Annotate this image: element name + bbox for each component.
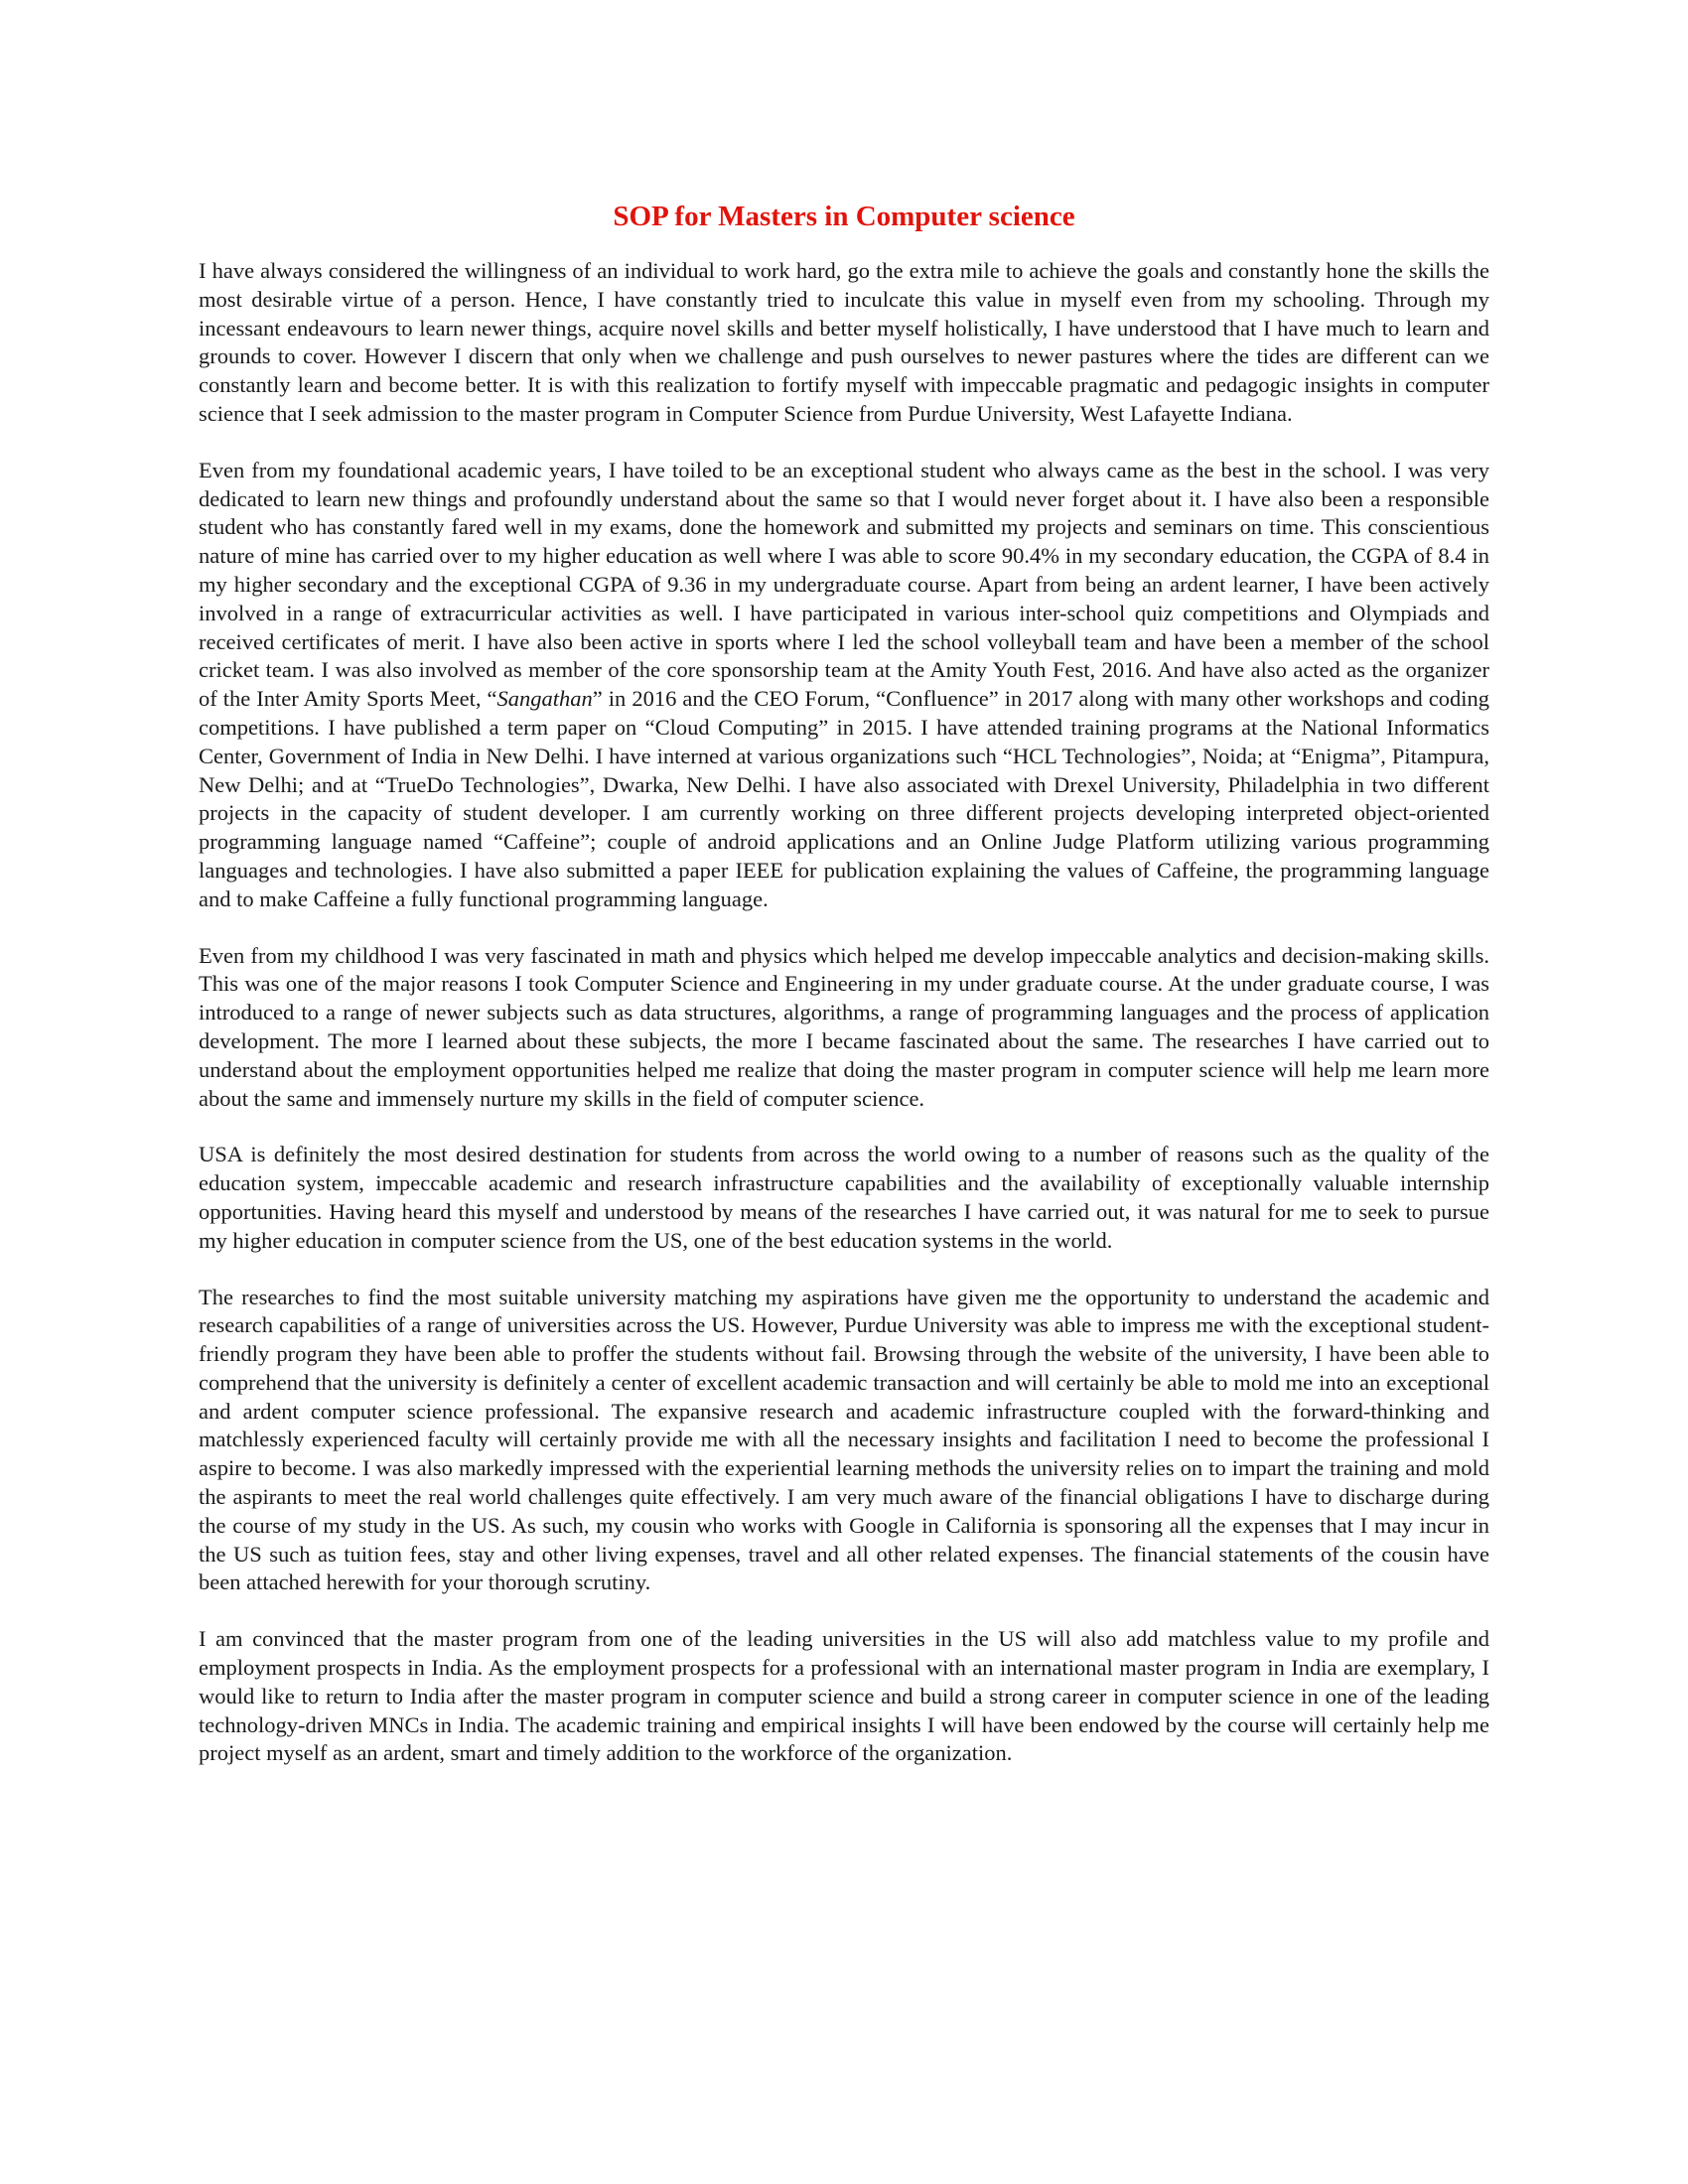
paragraph-academics xyxy=(199,457,1489,914)
paragraph-usa: USA is definitely the most desired destination for students from across the world owing to a number of reasons such as the quality of the education system, impeccable academic and research infrastructure capabilities and the availability of exceptionally valuable internship opportunities. Having heard this myself and understood by means of the researches I have carried out, it was natural for me to seek to pursue my higher education in computer science from the US, one of the best education systems in the world. xyxy=(199,1142,1489,1253)
paragraph-academics-part-a: Even from my foundational academic years, I have toiled to be an exceptional student who always came as the best in the school. I was very dedicated to learn new things and profoundly understand about the same so that I would never forget about it. I have also been a responsible student who has constantly fared well in my exams, done the homework and submitted my projects and seminars on time. This conscientious nature of mine has carried over to my higher education as well where I was able to score 90.4% in my secondary education, the CGPA of 8.4 in my higher secondary and the exceptional CGPA of 9.36 in my undergraduate course. Apart from being an ardent learner, I have been actively involved in a range of extracurricular activities as well. I have participated in various inter-school quiz competitions and Olympiads and received certificates of merit. I have also been active in sports where I led the school volleyball team and have been a member of the school cricket team. I was also involved as member of the core sponsorship team at the Amity Youth Fest, 2016. And have also acted as the organizer of the Inter Amity Sports Meet, “ xyxy=(199,457,1489,712)
document-title: SOP for Masters in Computer science xyxy=(613,201,1075,232)
paragraph-university: The researches to find the most suitable university matching my aspirations have given me the opportunity to understand the academic and research capabilities of a range of universities across the US. However, Purdue University was able to impress me with the exceptional student-friendly program they have been able to proffer the students without fail. Browsing through the website of the university, I have been able to comprehend that the university is definitely a center of excellent academic transaction and will certainly be able to mold me into an exceptional and ardent computer science professional. The expansive research and academic infrastructure coupled with the forward-thinking and matchlessly experienced faculty will certainly provide me with all the necessary insights and facilitation I need to become the professional I aspire to become. I was also markedly impressed with the experiential learning methods the university relies on to impart the training and mold the aspirants to meet the real world challenges quite effectively. I am very much aware of the financial obligations I have to discharge during the course of my study in the US. As such, my cousin who works with Google in California is sponsoring all the expenses that I may incur in the US such as tuition fees, stay and other living expenses, travel and all other related expenses. The financial statements of the cousin have been attached herewith for your thorough scrutiny. xyxy=(199,1284,1489,1595)
paragraph-intro: I have always considered the willingness of an individual to work hard, go the extra mile to achieve the goals and constantly hone the skills the most desirable virtue of a person. Hence, I have constantly tried to inculcate this value in myself even from my schooling. Through my incessant endeavours to learn newer things, acquire novel skills and better myself holistically, I have understood that I have much to learn and grounds to cover. However I discern that only when we challenge and push ourselves to newer pastures where the tides are different can we constantly learn and become better. It is with this realization to fortify myself with impeccable pragmatic and pedagogic insights in computer science that I seek admission to the master program in Computer Science from Purdue University, West Lafayette Indiana. xyxy=(199,258,1489,426)
sangathan-italic: Sangathan xyxy=(496,686,593,712)
paragraph-academics-part-b: ” in 2016 and the CEO Forum, “Confluence” in 2017 along with many other workshops and coding competitions. I have published a term paper on “Cloud Computing” in 2015. I have attended training programs at the National Informatics Center, Government of India in New Delhi. I have interned at various organizations such “HCL Technologies”, Noida; at “Enigma”, Pitampura, New Delhi; and at “TrueDo Technologies”, Dwarka, New Delhi. I have also associated with Drexel University, Philadelphia in two different projects in the capacity of student developer. I am currently working on three different projects developing interpreted object-oriented programming language named “Caffeine”; couple of android applications and an Online Judge Platform utilizing various programming languages and technologies. I have also submitted a paper IEEE for publication explaining the values of Caffeine, the programming language and to make Caffeine a fully functional programming language. xyxy=(199,686,1489,911)
paragraph-interest: Even from my childhood I was very fascinated in math and physics which helped me develop impeccable analytics and decision-making skills. This was one of the major reasons I took Computer Science and Engineering in my under graduate course. At the under graduate course, I was introduced to a range of newer subjects such as data structures, algorithms, a range of programming languages and the process of application development. The more I learned about these subjects, the more I became fascinated about the same. The researches I have carried out to understand about the employment opportunities helped me realize that doing the master program in computer science will help me learn more about the same and immensely nurture my skills in the field of computer science. xyxy=(199,942,1489,1111)
document-page xyxy=(199,197,1489,1796)
paragraph-career: I am convinced that the master program from one of the leading universities in the US will also add matchless value to my profile and employment prospects in India. As the employment prospects for a professional with an international master program in India are exemplary, I would like to return to India after the master program in computer science and build a strong career in computer science in one of the leading technology-driven MNCs in India. The academic training and empirical insights I will have been endowed by the course will certainly help me project myself as an ardent, smart and timely addition to the workforce of the organization. xyxy=(199,1626,1489,1766)
